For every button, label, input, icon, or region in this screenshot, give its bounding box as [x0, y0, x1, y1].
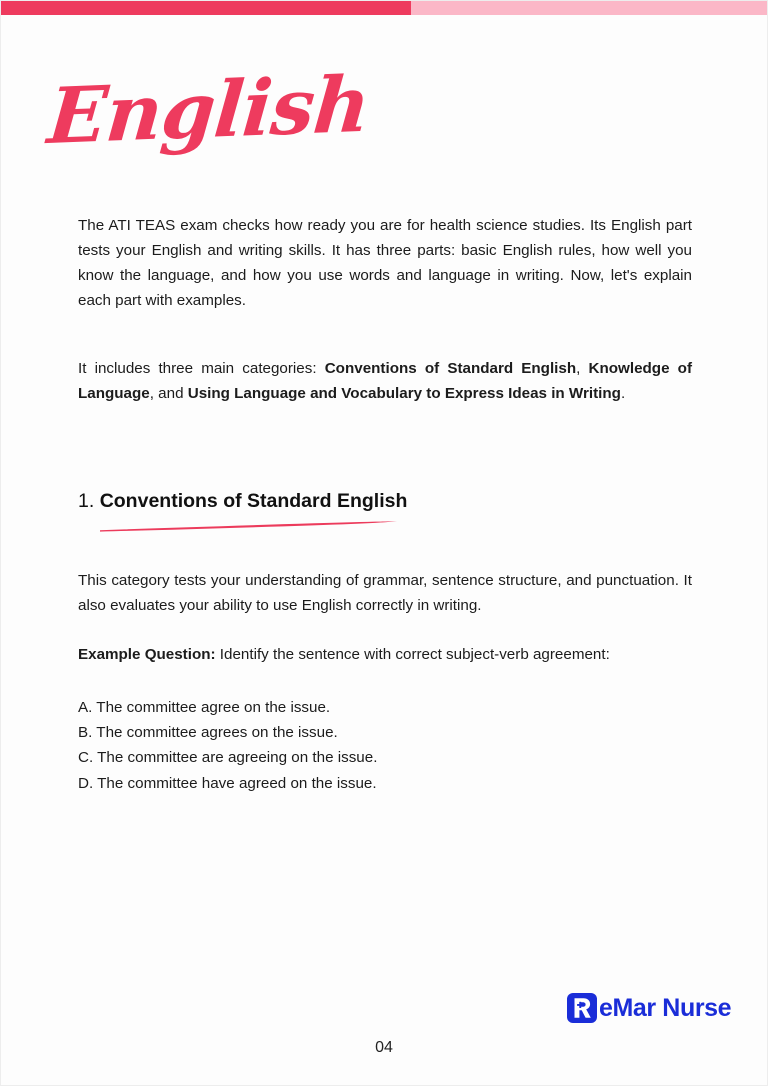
spacer	[78, 533, 692, 568]
example-question	[78, 642, 692, 667]
section-description: This category tests your understanding of grammar, sentence structure, and punctuation. It also evaluates your ability to use English correctly in writing.	[78, 572, 692, 614]
banner-right-segment	[411, 1, 767, 15]
remar-r-mark-icon	[567, 993, 597, 1023]
heading-underline-stroke	[99, 519, 399, 533]
answer-option-d: D. The committee have agreed on the issue.	[78, 774, 377, 792]
intro-paragraph: The ATI TEAS exam checks how ready you are for health science studies. Its English part tests your English and writing skills. It has three parts: basic English rules, how well you know the language, and how you use words and language in writing. Now, let's explain each part with examples.	[78, 217, 692, 309]
spacer	[78, 667, 692, 695]
section-heading	[78, 488, 692, 514]
categories-lead: It includes three main categories:	[78, 360, 325, 377]
category-1: Conventions of Standard English	[324, 360, 577, 377]
section-heading-text: Conventions of Standard English	[99, 490, 408, 512]
spacer	[78, 406, 692, 488]
chapter-title-text: English	[44, 59, 373, 162]
answer-options-list	[78, 695, 692, 796]
example-question-label: Example Question:	[78, 646, 216, 663]
answer-option-b: B. The committee agrees on the issue.	[78, 724, 338, 742]
answer-option-c: C. The committee are agreeing on the issue.	[78, 749, 378, 767]
categories-paragraph	[78, 356, 692, 406]
remar-nurse-logo-text: eMar Nurse	[599, 994, 732, 1022]
answer-option-a: A. The committee agree on the issue.	[78, 699, 331, 716]
section-number: 1.	[78, 490, 100, 512]
page-number: 04	[375, 1039, 393, 1056]
chapter-title	[44, 59, 373, 189]
category-2: Knowledge of Language	[78, 360, 692, 402]
top-banner	[1, 1, 767, 15]
categories-end: .	[620, 385, 626, 402]
spacer	[78, 313, 692, 356]
example-question-prompt: Identify the sentence with correct subject-verb agreement:	[215, 646, 610, 663]
remar-nurse-logo	[567, 992, 731, 1024]
spacer	[78, 618, 692, 642]
banner-left-segment	[1, 1, 411, 15]
category-separator-1: ,	[576, 360, 589, 377]
page-content	[78, 213, 692, 796]
category-separator-2: , and	[149, 385, 188, 402]
category-3: Using Language and Vocabulary to Express Ideas in Writing	[187, 385, 621, 402]
